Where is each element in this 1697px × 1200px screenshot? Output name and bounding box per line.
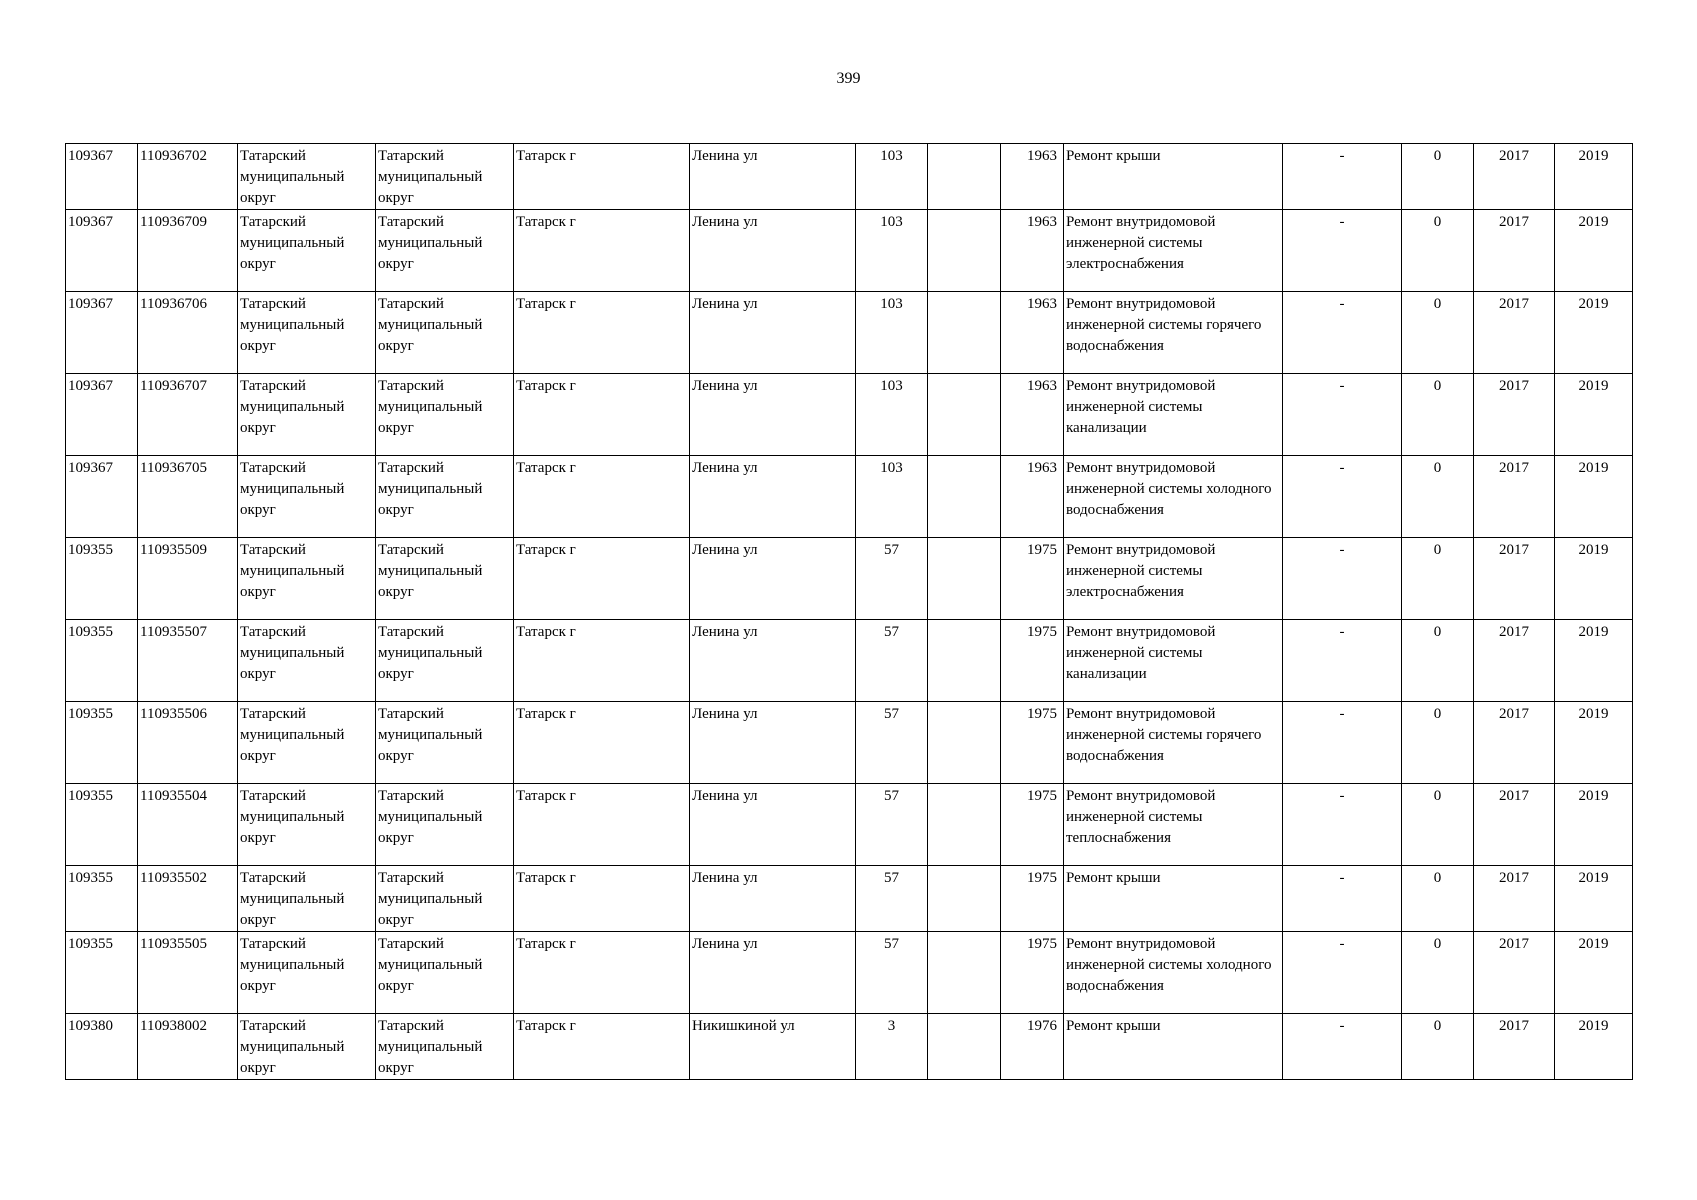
- table-row: [66, 1014, 1633, 1080]
- cell-work-type: Ремонт внутридомовой инженерной системы холодного водоснабжения: [1064, 456, 1283, 538]
- cell-city: Татарск г: [514, 456, 690, 538]
- cell-dash: -: [1283, 374, 1402, 456]
- cell-work-code: 110935507: [138, 620, 238, 702]
- cell-house-id: 109367: [66, 144, 138, 210]
- cell-house-number: 57: [856, 932, 928, 1014]
- cell-building: [928, 866, 1001, 932]
- cell-year-from: 2017: [1474, 866, 1555, 932]
- cell-city: Татарск г: [514, 702, 690, 784]
- cell-build-year: 1976: [1001, 1014, 1064, 1080]
- cell-district: Татарский муниципальный округ: [238, 292, 376, 374]
- table-row: [66, 620, 1633, 702]
- cell-house-id: 109355: [66, 620, 138, 702]
- cell-cost: 0: [1402, 374, 1474, 456]
- cell-building: [928, 538, 1001, 620]
- cell-build-year: 1975: [1001, 932, 1064, 1014]
- table-row: [66, 144, 1633, 210]
- cell-house-id: 109355: [66, 538, 138, 620]
- cell-street: Ленина ул: [690, 620, 856, 702]
- cell-municipality: Татарский муниципальный округ: [376, 538, 514, 620]
- cell-build-year: 1975: [1001, 620, 1064, 702]
- cell-year-to: 2019: [1555, 144, 1633, 210]
- cell-house-number: 103: [856, 292, 928, 374]
- cell-building: [928, 702, 1001, 784]
- cell-build-year: 1963: [1001, 210, 1064, 292]
- cell-cost: 0: [1402, 456, 1474, 538]
- cell-street: Ленина ул: [690, 784, 856, 866]
- cell-year-from: 2017: [1474, 702, 1555, 784]
- cell-year-to: 2019: [1555, 210, 1633, 292]
- cell-district: Татарский муниципальный округ: [238, 1014, 376, 1080]
- cell-dash: -: [1283, 144, 1402, 210]
- cell-work-code: 110935504: [138, 784, 238, 866]
- cell-district: Татарский муниципальный округ: [238, 620, 376, 702]
- cell-district: Татарский муниципальный округ: [238, 932, 376, 1014]
- cell-district: Татарский муниципальный округ: [238, 210, 376, 292]
- cell-year-to: 2019: [1555, 1014, 1633, 1080]
- cell-year-to: 2019: [1555, 866, 1633, 932]
- cell-cost: 0: [1402, 1014, 1474, 1080]
- cell-municipality: Татарский муниципальный округ: [376, 932, 514, 1014]
- cell-city: Татарск г: [514, 374, 690, 456]
- cell-building: [928, 932, 1001, 1014]
- cell-dash: -: [1283, 538, 1402, 620]
- table-row: [66, 456, 1633, 538]
- cell-cost: 0: [1402, 784, 1474, 866]
- cell-year-from: 2017: [1474, 144, 1555, 210]
- cell-district: Татарский муниципальный округ: [238, 866, 376, 932]
- cell-year-from: 2017: [1474, 932, 1555, 1014]
- cell-city: Татарск г: [514, 1014, 690, 1080]
- cell-dash: -: [1283, 620, 1402, 702]
- cell-house-number: 3: [856, 1014, 928, 1080]
- cell-district: Татарский муниципальный округ: [238, 702, 376, 784]
- cell-city: Татарск г: [514, 210, 690, 292]
- cell-build-year: 1975: [1001, 866, 1064, 932]
- cell-cost: 0: [1402, 620, 1474, 702]
- cell-municipality: Татарский муниципальный округ: [376, 456, 514, 538]
- page-number: 399: [836, 70, 861, 87]
- cell-street: Ленина ул: [690, 538, 856, 620]
- cell-street: Ленина ул: [690, 932, 856, 1014]
- cell-year-from: 2017: [1474, 456, 1555, 538]
- table-row: [66, 702, 1633, 784]
- cell-municipality: Татарский муниципальный округ: [376, 292, 514, 374]
- cell-build-year: 1963: [1001, 374, 1064, 456]
- cell-year-from: 2017: [1474, 210, 1555, 292]
- cell-dash: -: [1283, 292, 1402, 374]
- cell-municipality: Татарский муниципальный округ: [376, 866, 514, 932]
- cell-house-id: 109355: [66, 932, 138, 1014]
- cell-work-type: Ремонт крыши: [1064, 144, 1283, 210]
- table-row: [66, 374, 1633, 456]
- cell-municipality: Татарский муниципальный округ: [376, 702, 514, 784]
- cell-building: [928, 292, 1001, 374]
- cell-house-number: 57: [856, 866, 928, 932]
- cell-city: Татарск г: [514, 620, 690, 702]
- cell-year-from: 2017: [1474, 784, 1555, 866]
- cell-year-to: 2019: [1555, 374, 1633, 456]
- cell-work-code: 110936709: [138, 210, 238, 292]
- cell-year-from: 2017: [1474, 374, 1555, 456]
- cell-house-id: 109355: [66, 866, 138, 932]
- cell-year-to: 2019: [1555, 538, 1633, 620]
- cell-street: Ленина ул: [690, 144, 856, 210]
- cell-year-to: 2019: [1555, 292, 1633, 374]
- cell-house-number: 103: [856, 210, 928, 292]
- cell-city: Татарск г: [514, 866, 690, 932]
- cell-work-type: Ремонт внутридомовой инженерной системы горячего водоснабжения: [1064, 702, 1283, 784]
- cell-house-id: 109380: [66, 1014, 138, 1080]
- cell-city: Татарск г: [514, 932, 690, 1014]
- cell-year-from: 2017: [1474, 538, 1555, 620]
- cell-district: Татарский муниципальный округ: [238, 784, 376, 866]
- cell-house-id: 109355: [66, 784, 138, 866]
- cell-municipality: Татарский муниципальный округ: [376, 144, 514, 210]
- cell-cost: 0: [1402, 210, 1474, 292]
- cell-work-type: Ремонт внутридомовой инженерной системы холодного водоснабжения: [1064, 932, 1283, 1014]
- cell-cost: 0: [1402, 866, 1474, 932]
- cell-municipality: Татарский муниципальный округ: [376, 620, 514, 702]
- cell-district: Татарский муниципальный округ: [238, 144, 376, 210]
- cell-street: Ленина ул: [690, 374, 856, 456]
- cell-work-type: Ремонт внутридомовой инженерной системы канализации: [1064, 374, 1283, 456]
- cell-house-number: 57: [856, 702, 928, 784]
- cell-city: Татарск г: [514, 144, 690, 210]
- cell-work-type: Ремонт внутридомовой инженерной системы канализации: [1064, 620, 1283, 702]
- cell-year-to: 2019: [1555, 784, 1633, 866]
- cell-year-from: 2017: [1474, 1014, 1555, 1080]
- cell-house-number: 57: [856, 538, 928, 620]
- cell-work-type: Ремонт внутридомовой инженерной системы горячего водоснабжения: [1064, 292, 1283, 374]
- cell-street: Ленина ул: [690, 292, 856, 374]
- cell-build-year: 1975: [1001, 702, 1064, 784]
- cell-cost: 0: [1402, 932, 1474, 1014]
- cell-house-id: 109355: [66, 702, 138, 784]
- cell-work-code: 110936705: [138, 456, 238, 538]
- table-row: [66, 866, 1633, 932]
- cell-city: Татарск г: [514, 292, 690, 374]
- cell-street: Ленина ул: [690, 866, 856, 932]
- cell-street: Никишкиной ул: [690, 1014, 856, 1080]
- cell-house-number: 57: [856, 784, 928, 866]
- cell-build-year: 1963: [1001, 144, 1064, 210]
- cell-house-number: 103: [856, 144, 928, 210]
- cell-municipality: Татарский муниципальный округ: [376, 374, 514, 456]
- cell-dash: -: [1283, 1014, 1402, 1080]
- cell-house-id: 109367: [66, 292, 138, 374]
- cell-municipality: Татарский муниципальный округ: [376, 210, 514, 292]
- cell-house-number: 103: [856, 456, 928, 538]
- table-row: [66, 538, 1633, 620]
- cell-work-type: Ремонт крыши: [1064, 1014, 1283, 1080]
- cell-district: Татарский муниципальный округ: [238, 374, 376, 456]
- cell-house-id: 109367: [66, 374, 138, 456]
- cell-city: Татарск г: [514, 538, 690, 620]
- cell-work-code: 110938002: [138, 1014, 238, 1080]
- cell-work-code: 110936707: [138, 374, 238, 456]
- cell-dash: -: [1283, 784, 1402, 866]
- cell-cost: 0: [1402, 702, 1474, 784]
- cell-build-year: 1963: [1001, 292, 1064, 374]
- cell-building: [928, 210, 1001, 292]
- cell-house-id: 109367: [66, 456, 138, 538]
- cell-build-year: 1975: [1001, 538, 1064, 620]
- cell-house-id: 109367: [66, 210, 138, 292]
- cell-municipality: Татарский муниципальный округ: [376, 1014, 514, 1080]
- cell-year-to: 2019: [1555, 702, 1633, 784]
- cell-cost: 0: [1402, 538, 1474, 620]
- cell-work-type: Ремонт внутридомовой инженерной системы электроснабжения: [1064, 538, 1283, 620]
- cell-work-type: Ремонт внутридомовой инженерной системы теплоснабжения: [1064, 784, 1283, 866]
- cell-city: Татарск г: [514, 784, 690, 866]
- table-row: [66, 210, 1633, 292]
- cell-work-code: 110936702: [138, 144, 238, 210]
- cell-work-code: 110935502: [138, 866, 238, 932]
- cell-building: [928, 456, 1001, 538]
- cell-build-year: 1975: [1001, 784, 1064, 866]
- cell-year-to: 2019: [1555, 620, 1633, 702]
- cell-street: Ленина ул: [690, 702, 856, 784]
- cell-dash: -: [1283, 702, 1402, 784]
- cell-cost: 0: [1402, 144, 1474, 210]
- table-row: [66, 292, 1633, 374]
- cell-dash: -: [1283, 210, 1402, 292]
- cell-building: [928, 784, 1001, 866]
- cell-year-to: 2019: [1555, 456, 1633, 538]
- cell-street: Ленина ул: [690, 456, 856, 538]
- cell-year-from: 2017: [1474, 620, 1555, 702]
- cell-work-code: 110935509: [138, 538, 238, 620]
- cell-work-type: Ремонт крыши: [1064, 866, 1283, 932]
- cell-year-from: 2017: [1474, 292, 1555, 374]
- table-row: [66, 932, 1633, 1014]
- cell-cost: 0: [1402, 292, 1474, 374]
- cell-building: [928, 374, 1001, 456]
- cell-district: Татарский муниципальный округ: [238, 538, 376, 620]
- cell-street: Ленина ул: [690, 210, 856, 292]
- cell-district: Татарский муниципальный округ: [238, 456, 376, 538]
- cell-year-to: 2019: [1555, 932, 1633, 1014]
- table-row: [66, 784, 1633, 866]
- cell-dash: -: [1283, 456, 1402, 538]
- cell-house-number: 103: [856, 374, 928, 456]
- cell-work-code: 110935505: [138, 932, 238, 1014]
- cell-work-code: 110935506: [138, 702, 238, 784]
- cell-building: [928, 1014, 1001, 1080]
- cell-building: [928, 144, 1001, 210]
- cell-house-number: 57: [856, 620, 928, 702]
- cell-municipality: Татарский муниципальный округ: [376, 784, 514, 866]
- cell-dash: -: [1283, 932, 1402, 1014]
- cell-work-code: 110936706: [138, 292, 238, 374]
- cell-work-type: Ремонт внутридомовой инженерной системы электроснабжения: [1064, 210, 1283, 292]
- cell-dash: -: [1283, 866, 1402, 932]
- cell-build-year: 1963: [1001, 456, 1064, 538]
- cell-building: [928, 620, 1001, 702]
- repair-schedule-table: [65, 143, 1633, 1080]
